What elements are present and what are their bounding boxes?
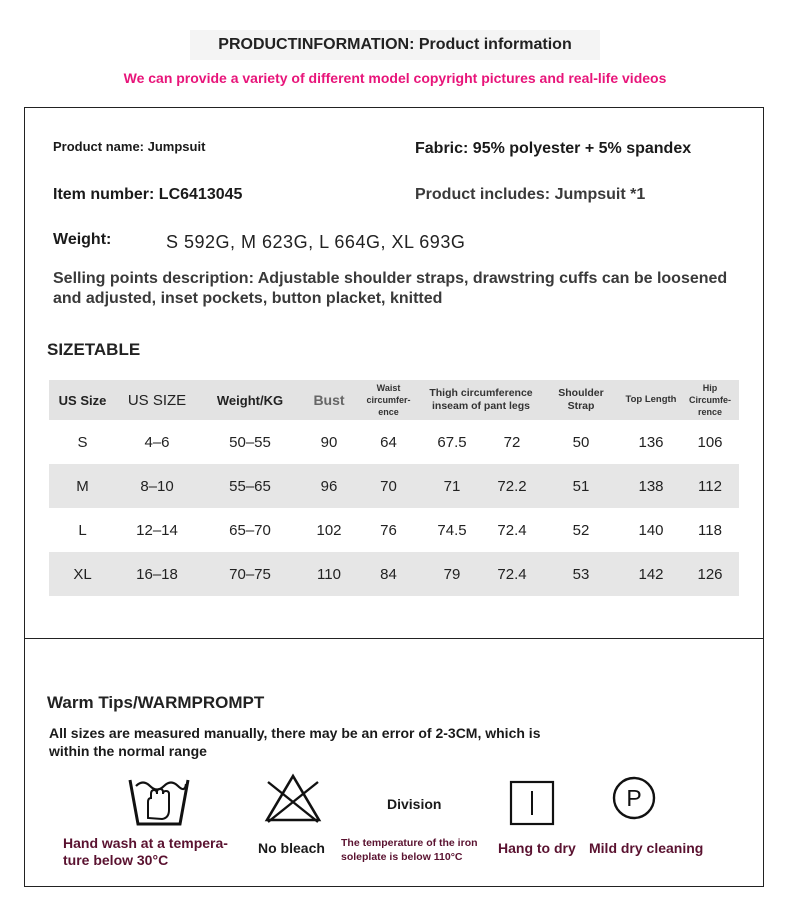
no-bleach-label: No bleach: [258, 840, 325, 856]
cell-thigh: 74.5: [437, 521, 467, 539]
cell-weight: 70–75: [229, 565, 271, 583]
page-subtitle: We can provide a variety of different model copyright pictures and real-life videos: [123, 70, 667, 86]
hand-wash-label: [63, 835, 228, 869]
selling-points: Selling points description: Adjustable shoulder straps, drawstring cuffs can be loosened and adjusted, inset pockets, button placket, knitted: [53, 270, 728, 307]
cell-inseam: 72.4: [497, 521, 527, 539]
product-name: Product name: Jumpsuit: [53, 139, 206, 154]
cell-bust: 90: [320, 433, 338, 451]
section-divider: [24, 638, 764, 639]
iron-line2: soleplate is below 110°C: [341, 851, 463, 863]
cell-top-length: 142: [638, 565, 664, 583]
cell-shoulder: 51: [572, 477, 590, 495]
cell-us-size-num: 4–6: [144, 433, 170, 451]
hand-wash-line1: Hand wash at a tempera-: [63, 835, 228, 851]
cell-us-size-num: 8–10: [140, 477, 174, 495]
header-hip: Hip Circumfe- rence: [688, 383, 731, 417]
cell-top-length: 140: [638, 521, 664, 539]
cell-weight: 55–65: [229, 477, 271, 495]
header-shoulder-line1: Shoulder: [558, 387, 604, 399]
cell-shoulder: 52: [572, 521, 590, 539]
table-row: [49, 420, 739, 464]
product-includes: Product includes: Jumpsuit *1: [415, 186, 646, 203]
cell-us-size-num: 12–14: [136, 521, 178, 539]
cell-waist: 84: [380, 565, 397, 583]
cell-top-length: 138: [638, 477, 664, 495]
division-label: Division: [387, 796, 442, 812]
cell-us-size: L: [78, 521, 87, 539]
header-thigh-inseam: [421, 380, 541, 420]
size-table-title: SIZETABLE: [47, 340, 141, 359]
iron-label: [341, 836, 478, 864]
header-waist: Waist circumfer- ence: [366, 383, 411, 417]
cell-waist: 70: [380, 477, 397, 495]
iron-line1: The temperature of the iron: [341, 837, 478, 849]
table-row: [49, 552, 739, 596]
tips-note-line2: within the normal range: [49, 743, 207, 759]
page-title: PRODUCTINFORMATION: Product information: [190, 30, 600, 60]
header-shoulder-strap: [541, 380, 621, 420]
cell-hip: 118: [698, 521, 722, 539]
tips-note-line1: All sizes are measured manually, there may be an error of 2-3CM, which is: [49, 725, 541, 741]
cell-waist: 76: [380, 521, 397, 539]
cell-inseam: 72: [503, 433, 521, 451]
header-us-size-caps: US SIZE: [127, 391, 187, 409]
item-number: Item number: LC6413045: [53, 186, 243, 203]
dry-clean-symbol: P: [626, 785, 642, 811]
cell-inseam: 72.4: [497, 565, 527, 583]
tips-note: [49, 724, 540, 760]
header-weight: Weight/KG: [216, 392, 284, 408]
hand-wash-icon: [126, 772, 192, 828]
header-bust: Bust: [313, 392, 345, 408]
cell-hip: 112: [698, 477, 722, 495]
cell-thigh: 71: [443, 477, 461, 495]
cell-hip: 126: [697, 565, 723, 583]
cell-us-size: S: [77, 433, 88, 451]
dry-clean-icon: [610, 774, 658, 822]
cell-shoulder: 50: [572, 433, 590, 451]
cell-shoulder: 53: [572, 565, 590, 583]
cell-us-size: M: [76, 477, 89, 495]
weight-values: S 592G, M 623G, L 664G, XL 693G: [166, 232, 466, 252]
size-table: [49, 380, 739, 596]
hand-wash-line2: ture below 30°C: [63, 852, 169, 868]
hang-dry-icon: [508, 779, 556, 827]
product-fabric: Fabric: 95% polyester + 5% spandex: [415, 140, 692, 157]
cell-weight: 65–70: [229, 521, 271, 539]
cell-bust: 96: [320, 477, 338, 495]
tips-title: Warm Tips/WARMPROMPT: [47, 693, 265, 712]
table-row: [49, 464, 739, 508]
cell-hip: 106: [697, 433, 723, 451]
weight-label: Weight:: [53, 231, 112, 248]
header-thigh-line2: inseam of pant legs: [431, 400, 531, 412]
cell-us-size-num: 16–18: [136, 565, 178, 583]
header-top-length: Top Length: [625, 394, 677, 405]
cell-weight: 50–55: [229, 433, 271, 451]
cell-top-length: 136: [638, 433, 664, 451]
dry-clean-label: Mild dry cleaning: [589, 840, 704, 856]
cell-waist: 64: [380, 433, 397, 451]
table-row: [49, 508, 739, 552]
header-thigh-line1: Thigh circumference: [429, 387, 533, 399]
cell-bust: 102: [316, 521, 342, 539]
size-table-header: [49, 380, 739, 420]
hang-dry-label: Hang to dry: [498, 840, 576, 856]
cell-thigh: 67.5: [437, 433, 467, 451]
header-us-size: US Size: [58, 392, 107, 408]
header-shoulder-line2: Strap: [567, 400, 595, 412]
cell-bust: 110: [317, 565, 341, 583]
cell-thigh: 79: [443, 565, 461, 583]
cell-us-size: XL: [73, 565, 92, 583]
no-bleach-icon: [262, 770, 324, 826]
cell-inseam: 72.2: [497, 477, 527, 495]
